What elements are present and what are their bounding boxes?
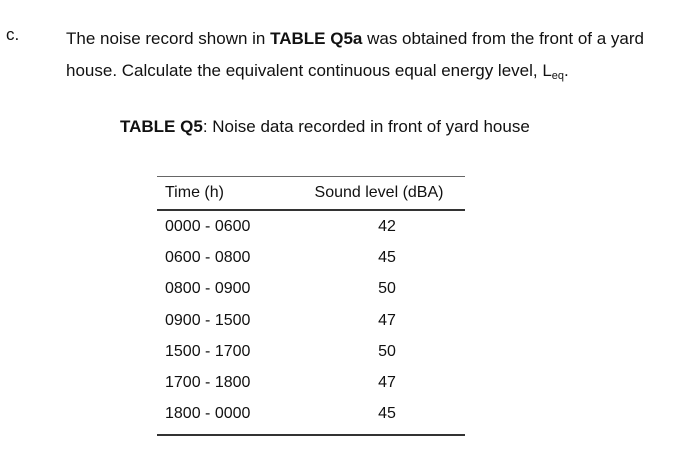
cell-time: 1800 - 0000 (165, 405, 251, 423)
cell-level: 47 (378, 311, 396, 329)
table-row (157, 274, 465, 305)
table-reference: TABLE Q5a (270, 29, 363, 48)
cell-time: 0900 - 1500 (165, 311, 251, 329)
table-bottom-rule (157, 434, 465, 436)
cell-level: 42 (378, 217, 396, 235)
table-row (157, 305, 465, 336)
noise-data-table (157, 176, 465, 436)
question-text-end: . (564, 61, 569, 80)
table-row (157, 367, 465, 398)
table-caption (120, 117, 530, 137)
table-row (157, 336, 465, 367)
cell-time: 1700 - 1800 (165, 374, 251, 392)
cell-level: 45 (378, 248, 396, 266)
question-text-part1: The noise record shown in (66, 29, 271, 48)
question-text-part2: was obtained from the front of a yard house. Calculate the equivalent continuous equal energy level, L (66, 29, 644, 80)
cell-time: 0600 - 0800 (165, 248, 251, 266)
header-sound-level: Sound level (dBA) (314, 184, 444, 201)
table-row (157, 211, 465, 242)
table-caption-title: TABLE Q5 (120, 117, 203, 136)
question-label: c. (6, 25, 20, 44)
table-row (157, 242, 465, 273)
cell-time: 1500 - 1700 (165, 342, 251, 360)
cell-time: 0800 - 0900 (165, 280, 251, 298)
header-time: Time (h) (165, 184, 224, 201)
cell-level: 47 (378, 374, 396, 392)
table-row (157, 399, 465, 430)
leq-subscript: eq (551, 70, 565, 82)
question-text (66, 23, 686, 87)
cell-level: 50 (378, 280, 396, 298)
table-header-row (157, 177, 465, 211)
table-caption-description: : Noise data recorded in front of yard house (202, 117, 530, 136)
cell-level: 50 (378, 342, 396, 360)
cell-time: 0000 - 0600 (165, 217, 251, 235)
cell-level: 45 (378, 405, 396, 423)
